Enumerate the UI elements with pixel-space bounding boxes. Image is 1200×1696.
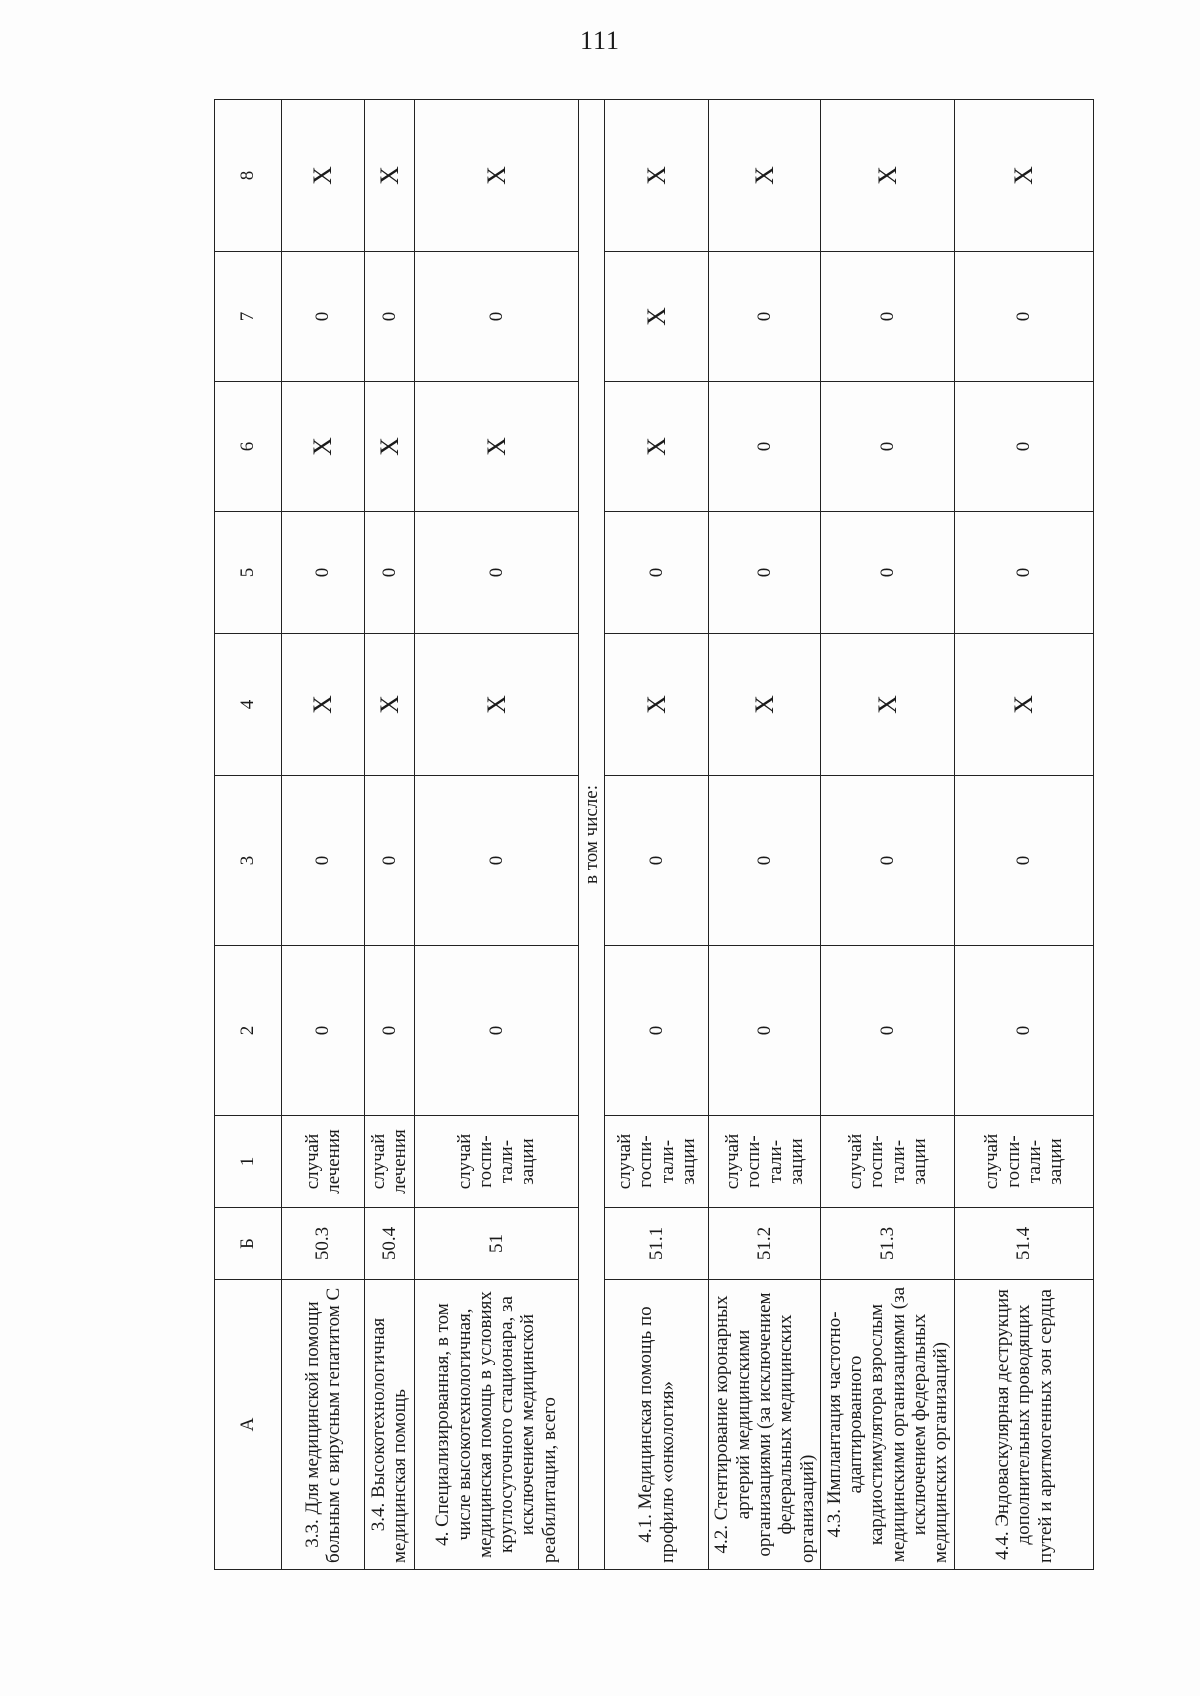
subheading-cell: в том числе: [578, 100, 604, 1570]
value-cell-5: 0 [365, 512, 414, 634]
row-description: 4.2. Стентирование коронарных артерий медицинскими организациями (за исключением федеральных медицинских организаций) [709, 1280, 821, 1570]
column-header: 1 [215, 1116, 282, 1208]
column-header: Б [215, 1208, 282, 1280]
column-header: А [215, 1280, 282, 1570]
row-description: 3.4. Высокотехнологичная медицинская помощь [365, 1280, 414, 1570]
row-code: 51 [414, 1208, 578, 1280]
table-row [821, 100, 955, 1570]
value-cell-2: 0 [365, 946, 414, 1116]
unit-cell: случай госпи-тали-зации [414, 1116, 578, 1208]
column-header: 3 [215, 776, 282, 946]
table-row [578, 100, 604, 1570]
value-cell-3: 0 [954, 776, 1093, 946]
value-cell-5: 0 [821, 512, 955, 634]
value-cell-7: 0 [821, 252, 955, 382]
rotated-table-container [214, 100, 1094, 1570]
row-code: 51.3 [821, 1208, 955, 1280]
value-cell-8: X [709, 100, 821, 252]
value-cell-8: X [954, 100, 1093, 252]
table-row [605, 100, 709, 1570]
row-description: 4.4. Эндоваскулярная деструкция дополнительных проводящих путей и аритмогенных зон сердца [954, 1280, 1093, 1570]
value-cell-3: 0 [821, 776, 955, 946]
row-code: 50.3 [281, 1208, 365, 1280]
value-cell-7: 0 [954, 252, 1093, 382]
value-cell-5: 0 [954, 512, 1093, 634]
row-code: 51.4 [954, 1208, 1093, 1280]
value-cell-7: 0 [414, 252, 578, 382]
value-cell-6: X [281, 382, 365, 512]
row-description: 4. Специализированная, в том числе высокотехнологичная, медицинская помощь в условиях круглосуточного стационара, за исключением медицинской реабилитации, всего [414, 1280, 578, 1570]
value-cell-4: X [709, 634, 821, 776]
row-description: 3.3. Для медицинской помощи больным с вирусным гепатитом С [281, 1280, 365, 1570]
value-cell-5: 0 [281, 512, 365, 634]
value-cell-2: 0 [709, 946, 821, 1116]
header-row [215, 100, 282, 1570]
value-cell-6: 0 [954, 382, 1093, 512]
value-cell-6: 0 [709, 382, 821, 512]
value-cell-8: X [605, 100, 709, 252]
table-row [365, 100, 414, 1570]
value-cell-8: X [821, 100, 955, 252]
column-header: 5 [215, 512, 282, 634]
value-cell-4: X [281, 634, 365, 776]
data-table [214, 99, 1094, 1570]
unit-cell: случай лечения [281, 1116, 365, 1208]
value-cell-3: 0 [709, 776, 821, 946]
value-cell-6: X [365, 382, 414, 512]
value-cell-4: X [414, 634, 578, 776]
row-description: 4.3. Имплантация частотно-адаптированного кардиостимулятора взрослым медицинскими организациями (за исключением федеральных медицинских организаций) [821, 1280, 955, 1570]
value-cell-8: X [365, 100, 414, 252]
value-cell-5: 0 [605, 512, 709, 634]
row-code: 51.2 [709, 1208, 821, 1280]
value-cell-3: 0 [365, 776, 414, 946]
value-cell-4: X [365, 634, 414, 776]
column-header: 2 [215, 946, 282, 1116]
value-cell-7: 0 [709, 252, 821, 382]
value-cell-5: 0 [414, 512, 578, 634]
value-cell-7: 0 [281, 252, 365, 382]
value-cell-2: 0 [281, 946, 365, 1116]
value-cell-2: 0 [954, 946, 1093, 1116]
value-cell-2: 0 [605, 946, 709, 1116]
value-cell-3: 0 [281, 776, 365, 946]
table-row [281, 100, 365, 1570]
value-cell-8: X [414, 100, 578, 252]
value-cell-2: 0 [821, 946, 955, 1116]
table-row [709, 100, 821, 1570]
unit-cell: случай госпи-тали-зации [709, 1116, 821, 1208]
value-cell-6: 0 [821, 382, 955, 512]
column-header: 8 [215, 100, 282, 252]
value-cell-3: 0 [414, 776, 578, 946]
column-header: 4 [215, 634, 282, 776]
value-cell-4: X [954, 634, 1093, 776]
value-cell-5: 0 [709, 512, 821, 634]
row-code: 50.4 [365, 1208, 414, 1280]
value-cell-8: X [281, 100, 365, 252]
unit-cell: случай госпи-тали-зации [954, 1116, 1093, 1208]
value-cell-4: X [821, 634, 955, 776]
table-row [954, 100, 1093, 1570]
unit-cell: случай госпи-тали-зации [821, 1116, 955, 1208]
unit-cell: случай госпи-тали-зации [605, 1116, 709, 1208]
row-code: 51.1 [605, 1208, 709, 1280]
value-cell-7: X [605, 252, 709, 382]
row-description: 4.1. Медицинская помощь по профилю «онкология» [605, 1280, 709, 1570]
value-cell-6: X [605, 382, 709, 512]
value-cell-2: 0 [414, 946, 578, 1116]
page-number: 111 [579, 26, 621, 55]
table-body [215, 100, 1094, 1570]
value-cell-7: 0 [365, 252, 414, 382]
value-cell-6: X [414, 382, 578, 512]
column-header: 6 [215, 382, 282, 512]
table-row [414, 100, 578, 1570]
unit-cell: случай лечения [365, 1116, 414, 1208]
column-header: 7 [215, 252, 282, 382]
value-cell-4: X [605, 634, 709, 776]
value-cell-3: 0 [605, 776, 709, 946]
